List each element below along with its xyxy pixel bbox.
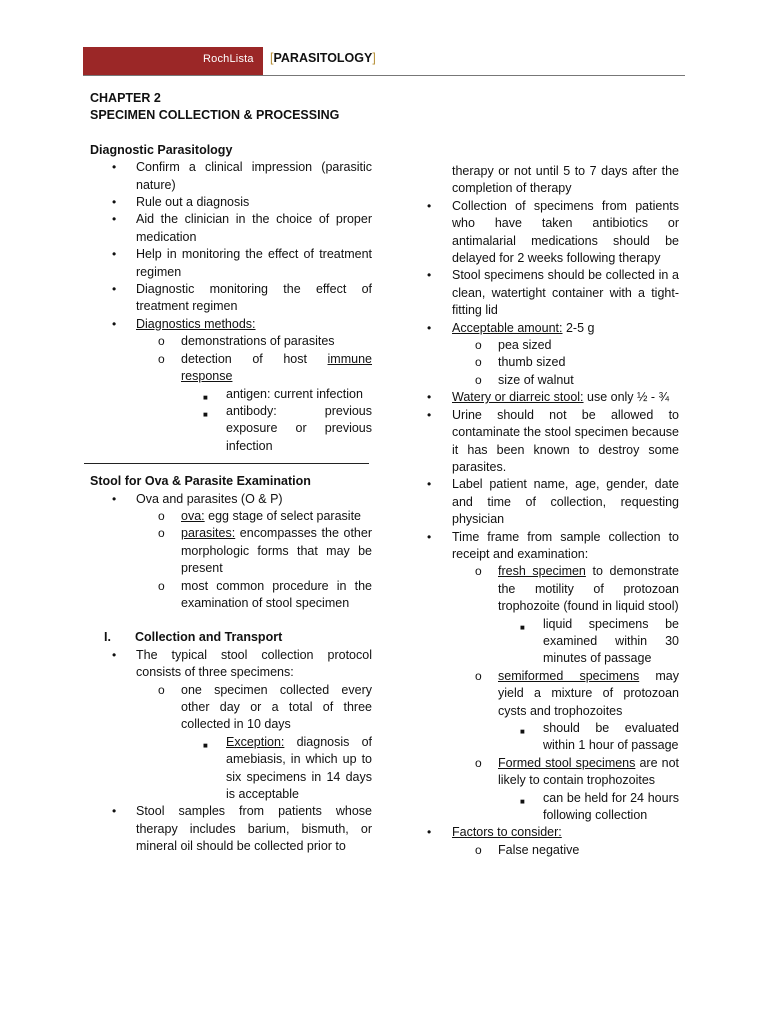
list-item: ■ liquid specimens be examined within 30 minutes of passage [520, 616, 679, 666]
list-item: ■ can be held for 24 hours following collection [520, 790, 679, 823]
bracket-open: [ [270, 51, 274, 65]
subject-text: PARASITOLOGY [273, 51, 373, 65]
section-heading-diagnostic: Diagnostic Parasitology [90, 142, 233, 157]
section-heading-collection: I. Collection and Transport [104, 630, 283, 645]
circle-bullet-icon: o [158, 578, 165, 593]
list-item: • The typical stool collection protocol consists of three specimens: [112, 647, 372, 680]
circle-bullet-icon: o [475, 564, 482, 579]
list-item: • Factors to consider: [427, 824, 679, 841]
list-item: o most common procedure in the examination of stool specimen [158, 578, 372, 610]
list-item: o demonstrations of parasites [90, 333, 372, 350]
square-bullet-icon: ■ [203, 409, 208, 419]
list-item: o False negative [427, 842, 679, 859]
list-item: ■ antibody: previous exposure or previous infection [203, 403, 372, 453]
bullet-icon: • [427, 529, 432, 544]
bullet-icon: • [112, 212, 117, 227]
circle-bullet-icon: o [475, 355, 482, 370]
bullet-icon: • [112, 195, 117, 210]
list-item: • Label patient name, age, gender, date and time of collection, requesting physician [427, 477, 679, 527]
bullet-icon: • [427, 390, 432, 405]
section-divider [84, 463, 369, 464]
list-item: • Urine should not be allowed to contaminate the stool specimen because it has been known to destroy some parasites. [427, 407, 679, 474]
circle-bullet-icon: o [158, 682, 165, 697]
square-bullet-icon: ■ [520, 796, 525, 806]
circle-bullet-icon: o [158, 334, 165, 349]
circle-bullet-icon: o [158, 351, 165, 366]
list-item: • Watery or diarreic stool: use only ½ - ¾ [427, 389, 679, 406]
right-column [427, 163, 679, 859]
subject-title [270, 51, 376, 65]
section-heading-ova: Stool for Ova & Parasite Examination [90, 474, 311, 489]
list-item: • Help in monitoring the effect of treatment regimen [112, 247, 372, 279]
bullet-icon: • [112, 316, 117, 331]
list-item: o semiformed specimens may yield a mixture of protozoan cysts and trophozoites [475, 668, 680, 718]
list-item: o size of walnut [427, 372, 679, 389]
header-rule [83, 75, 685, 76]
bullet-icon: • [112, 282, 117, 297]
list-item: • Rule out a diagnosis [90, 194, 372, 211]
list-item: • Stool samples from patients whose therapy includes barium, bismuth, or mineral oil should be collected prior to [112, 804, 372, 854]
circle-bullet-icon: o [475, 372, 482, 387]
list-item: o detection of host immune response [158, 351, 372, 384]
list-item-continued: therapy or not until 5 to 7 days after the completion of therapy [452, 164, 679, 196]
list-item: ■ antigen: current infection [90, 386, 372, 403]
list-item: ■ Exception: diagnosis of amebiasis, in which up to six specimens in 14 days is acceptable [203, 734, 372, 802]
bullet-icon: • [112, 160, 117, 175]
circle-bullet-icon: o [475, 755, 482, 770]
list-item: o thumb sized [427, 354, 679, 371]
bullet-icon: • [112, 647, 117, 662]
list-item: o fresh specimen to demonstrate the motility of protozoan trophozoite (found in liquid stool) [475, 564, 679, 614]
list-item: • Collection of specimens from patients who have taken antibiotics or antimalarial medications should be delayed for 2 weeks following therapy [427, 198, 679, 266]
chapter-number: CHAPTER 2 [90, 91, 161, 105]
bullet-icon: • [427, 320, 432, 335]
square-bullet-icon: ■ [520, 622, 525, 632]
bullet-icon: • [112, 804, 117, 819]
circle-bullet-icon: o [475, 842, 482, 857]
bullet-icon: • [427, 198, 432, 213]
square-bullet-icon: ■ [203, 392, 208, 402]
list-item: • Aid the clinician in the choice of proper medication [112, 212, 372, 244]
circle-bullet-icon: o [475, 668, 482, 683]
bullet-icon: • [112, 247, 117, 262]
chapter-title: SPECIMEN COLLECTION & PROCESSING [90, 108, 340, 123]
bullet-icon: • [427, 407, 432, 422]
list-item: o ova: egg stage of select parasite [90, 508, 372, 525]
author-name: RochLista [203, 53, 254, 65]
circle-bullet-icon: o [158, 508, 165, 523]
list-item: o pea sized [427, 337, 679, 354]
list-item-methods: • Diagnostics methods: [90, 316, 372, 333]
bracket-close: ] [372, 51, 376, 65]
bullet-icon: • [427, 825, 432, 840]
list-item: o Formed stool specimens are not likely to contain trophozoites [475, 755, 679, 788]
list-item: ■ should be evaluated within 1 hour of passage [520, 721, 679, 753]
list-item: o one specimen collected every other day or a total of three collected in 10 days [158, 682, 372, 732]
bullet-icon: • [427, 477, 432, 492]
circle-bullet-icon: o [475, 338, 482, 353]
square-bullet-icon: ■ [520, 727, 525, 736]
list-item: • Confirm a clinical impression (parasitic nature) [112, 160, 372, 192]
bullet-icon: • [427, 268, 432, 283]
list-item: o parasites: encompasses the other morphologic forms that may be present [158, 526, 372, 576]
list-item: • Stool specimens should be collected in a clean, watertight container with a tight-fitting lid [427, 268, 679, 318]
bullet-icon: • [112, 491, 117, 506]
list-item: • Acceptable amount: 2-5 g [427, 320, 679, 337]
list-item: • Diagnostic monitoring the effect of treatment regimen [112, 282, 372, 314]
square-bullet-icon: ■ [203, 740, 208, 750]
list-item: • Time frame from sample collection to receipt and examination: [427, 529, 679, 561]
left-column [90, 90, 372, 856]
circle-bullet-icon: o [158, 526, 165, 541]
list-item: • Ova and parasites (O & P) [90, 491, 372, 508]
